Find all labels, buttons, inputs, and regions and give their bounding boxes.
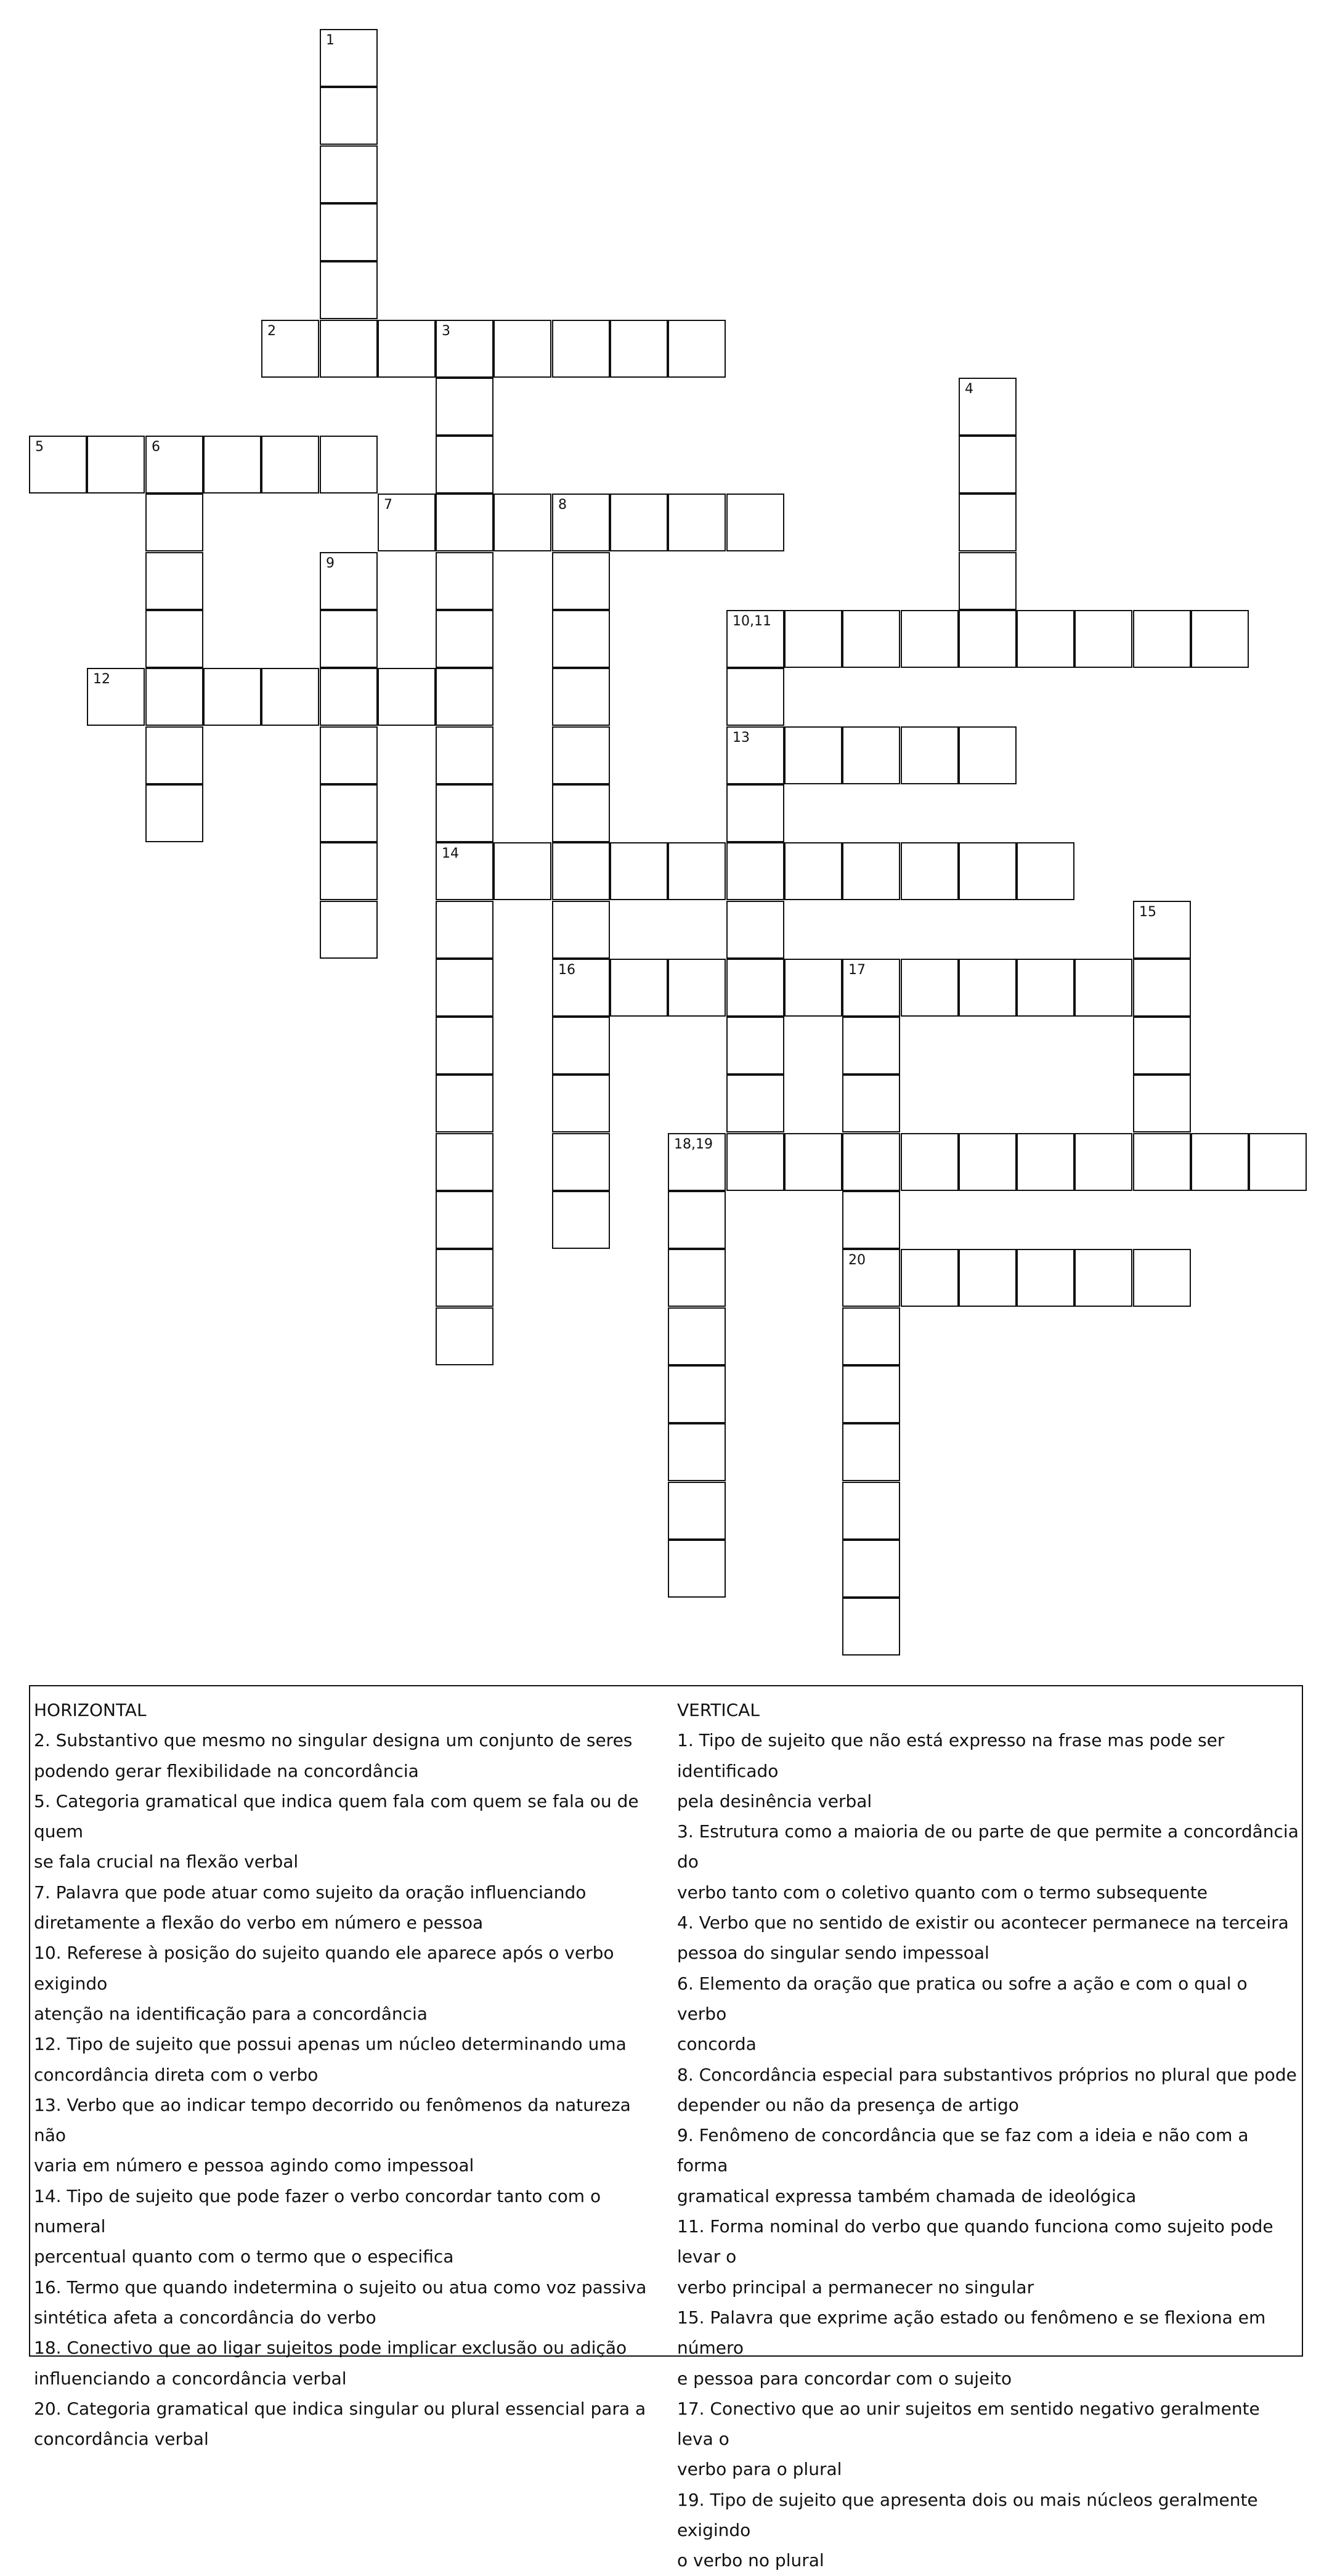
crossword-cell[interactable] bbox=[668, 1365, 726, 1423]
crossword-cell[interactable] bbox=[1191, 610, 1249, 668]
crossword-cell[interactable] bbox=[842, 1423, 900, 1481]
crossword-cell[interactable] bbox=[436, 1133, 493, 1191]
clue-number: 2 bbox=[267, 323, 276, 339]
crossword-cell[interactable] bbox=[842, 959, 900, 1017]
clue-number: 16 bbox=[558, 962, 575, 978]
crossword-cell[interactable] bbox=[320, 784, 378, 842]
crossword-cell[interactable] bbox=[320, 726, 378, 784]
vertical-clue-line: pessoa do singular sendo impessoal bbox=[677, 1943, 989, 1964]
horizontal-clue-line: 2. Substantivo que mesmo no singular designa um conjunto de seres bbox=[34, 1730, 633, 1751]
crossword-cell[interactable] bbox=[261, 320, 319, 378]
crossword-cell[interactable] bbox=[668, 1482, 726, 1540]
crossword-cell[interactable] bbox=[552, 1075, 610, 1132]
crossword-cell[interactable] bbox=[1074, 959, 1132, 1017]
clue-number: 20 bbox=[848, 1253, 866, 1268]
crossword-cell[interactable] bbox=[901, 1133, 959, 1191]
horizontal-clue-line: 18. Conectivo que ao ligar sujeitos pode implicar exclusão ou adição bbox=[34, 2338, 627, 2359]
clue-number: 3 bbox=[442, 323, 450, 339]
crossword-cell[interactable] bbox=[959, 959, 1017, 1017]
crossword-cell[interactable] bbox=[842, 842, 900, 900]
crossword-cell[interactable] bbox=[726, 668, 784, 726]
crossword-cell[interactable] bbox=[784, 1133, 842, 1191]
clue-number: 9 bbox=[326, 556, 335, 571]
crossword-cell[interactable] bbox=[726, 1133, 784, 1191]
crossword-cell[interactable] bbox=[436, 494, 493, 551]
crossword-cell[interactable] bbox=[493, 320, 551, 378]
vertical-clue-line: 1. Tipo de sujeito que não está expresso na frase mas pode ser identificado bbox=[677, 1730, 1225, 1781]
crossword-cell[interactable] bbox=[1017, 959, 1074, 1017]
crossword-cell[interactable] bbox=[320, 668, 378, 726]
vertical-clue-line: 4. Verbo que no sentido de existir ou acontecer permanece na terceira bbox=[677, 1912, 1289, 1933]
crossword-cell[interactable] bbox=[552, 494, 610, 551]
crossword-cell[interactable] bbox=[436, 901, 493, 959]
crossword-cell[interactable] bbox=[436, 378, 493, 436]
crossword-cell[interactable] bbox=[610, 842, 668, 900]
vertical-clue-line: e pessoa para concordar com o sujeito bbox=[677, 2368, 1012, 2389]
crossword-cell[interactable] bbox=[145, 436, 203, 494]
crossword-cell[interactable] bbox=[668, 1423, 726, 1481]
crossword-cell[interactable] bbox=[959, 378, 1017, 436]
crossword-cell[interactable] bbox=[842, 610, 900, 668]
crossword-cell[interactable] bbox=[145, 552, 203, 610]
crossword-cell[interactable] bbox=[552, 842, 610, 900]
vertical-clue-line: 9. Fenômeno de concordância que se faz com a ideia e não com a forma bbox=[677, 2125, 1249, 2176]
crossword-cell[interactable] bbox=[320, 552, 378, 610]
crossword-cell[interactable] bbox=[493, 842, 551, 900]
crossword-cell[interactable] bbox=[203, 668, 261, 726]
crossword-cell[interactable] bbox=[436, 320, 493, 378]
crossword-cell[interactable] bbox=[320, 87, 378, 145]
crossword-cell[interactable] bbox=[726, 1017, 784, 1075]
crossword-cell[interactable] bbox=[436, 1191, 493, 1249]
crossword-cell[interactable] bbox=[1133, 610, 1191, 668]
crossword-cell[interactable] bbox=[668, 1133, 726, 1191]
crossword-cell[interactable] bbox=[552, 784, 610, 842]
clue-number: 14 bbox=[442, 846, 459, 861]
crossword-cell[interactable] bbox=[320, 29, 378, 87]
crossword-cell[interactable] bbox=[1133, 901, 1191, 959]
crossword-cell[interactable] bbox=[842, 1307, 900, 1365]
crossword-cell[interactable] bbox=[436, 610, 493, 668]
crossword-cell[interactable] bbox=[436, 668, 493, 726]
vertical-clue-line: o verbo no plural bbox=[677, 2550, 824, 2571]
crossword-cell[interactable] bbox=[1133, 1133, 1191, 1191]
horizontal-clue-line: podendo gerar flexibilidade na concordância bbox=[34, 1760, 419, 1781]
clue-number: 18,19 bbox=[674, 1137, 713, 1152]
vertical-clue-line: pela desinência verbal bbox=[677, 1790, 872, 1811]
vertical-clue-line: 3. Estrutura como a maioria de ou parte de que permite a concordância do bbox=[677, 1821, 1299, 1872]
crossword-cell[interactable] bbox=[1249, 1133, 1307, 1191]
crossword-cell[interactable] bbox=[1133, 1017, 1191, 1075]
crossword-cell[interactable] bbox=[668, 1191, 726, 1249]
vertical-clue-line: 8. Concordância especial para substantivos próprios no plural que pode bbox=[677, 2064, 1297, 2085]
clues-box bbox=[29, 1685, 1303, 2571]
crossword-cell[interactable] bbox=[842, 1191, 900, 1249]
crossword-cell[interactable] bbox=[959, 726, 1017, 784]
crossword-cell[interactable] bbox=[959, 610, 1017, 668]
clue-number: 1 bbox=[326, 33, 335, 48]
crossword-cell[interactable] bbox=[726, 784, 784, 842]
crossword-cell[interactable] bbox=[493, 494, 551, 551]
vertical-title: VERTICAL bbox=[677, 1700, 760, 1720]
crossword-cell[interactable] bbox=[959, 494, 1017, 551]
crossword-cell[interactable] bbox=[145, 494, 203, 551]
clue-number: 13 bbox=[733, 730, 750, 746]
horizontal-clue-line: atenção na identificação para a concordância bbox=[34, 2003, 428, 2024]
crossword-cell[interactable] bbox=[436, 959, 493, 1017]
horizontal-clue-line: 5. Categoria gramatical que indica quem fala com quem se fala ou de quem bbox=[34, 1790, 639, 1842]
crossword-cell[interactable] bbox=[552, 1017, 610, 1075]
crossword-cell[interactable] bbox=[145, 610, 203, 668]
crossword-cell[interactable] bbox=[959, 1249, 1017, 1307]
clue-number: 4 bbox=[965, 381, 973, 397]
crossword-cell[interactable] bbox=[320, 842, 378, 900]
crossword-cell[interactable] bbox=[901, 959, 959, 1017]
clue-number: 7 bbox=[384, 497, 392, 513]
crossword-cell[interactable] bbox=[1133, 1249, 1191, 1307]
crossword-cell[interactable] bbox=[784, 959, 842, 1017]
horizontal-clue-line: 7. Palavra que pode atuar como sujeito da oração influenciando bbox=[34, 1882, 587, 1903]
crossword-cell[interactable] bbox=[842, 1482, 900, 1540]
crossword-cell[interactable] bbox=[552, 726, 610, 784]
vertical-clue-line: verbo principal a permanecer no singular bbox=[677, 2277, 1034, 2298]
crossword-cell[interactable] bbox=[1074, 1249, 1132, 1307]
crossword-cell[interactable] bbox=[320, 261, 378, 319]
crossword-cell[interactable] bbox=[320, 145, 378, 203]
crossword-cell[interactable] bbox=[842, 1133, 900, 1191]
clue-number: 15 bbox=[1139, 904, 1156, 920]
crossword-cell[interactable] bbox=[436, 842, 493, 900]
crossword-cell[interactable] bbox=[784, 610, 842, 668]
crossword-cell[interactable] bbox=[320, 436, 378, 494]
horizontal-clue-line: 16. Termo que quando indetermina o sujeito ou atua como voz passiva bbox=[34, 2277, 647, 2298]
crossword-cell[interactable] bbox=[726, 959, 784, 1017]
crossword-cell[interactable] bbox=[668, 320, 726, 378]
crossword-cell[interactable] bbox=[436, 726, 493, 784]
clue-number: 5 bbox=[35, 439, 44, 455]
horizontal-clue-line: 14. Tipo de sujeito que pode fazer o verbo concordar tanto com o numeral bbox=[34, 2185, 601, 2237]
crossword-cell[interactable] bbox=[842, 726, 900, 784]
crossword-cell[interactable] bbox=[436, 552, 493, 610]
crossword-cell[interactable] bbox=[1017, 1249, 1074, 1307]
crossword-cell[interactable] bbox=[29, 436, 87, 494]
crossword-cell[interactable] bbox=[145, 726, 203, 784]
crossword-cell[interactable] bbox=[145, 668, 203, 726]
vertical-clue-line: verbo tanto com o coletivo quanto com o termo subsequente bbox=[677, 1882, 1208, 1903]
vertical-clue-line: 19. Tipo de sujeito que apresenta dois ou mais núcleos geralmente exigindo bbox=[677, 2489, 1258, 2541]
crossword-cell[interactable] bbox=[901, 726, 959, 784]
crossword-cell[interactable] bbox=[436, 1249, 493, 1307]
horizontal-clue-line: 13. Verbo que ao indicar tempo decorrido ou fenômenos da natureza não bbox=[34, 2094, 631, 2146]
crossword-cell[interactable] bbox=[436, 784, 493, 842]
crossword-cell[interactable] bbox=[726, 901, 784, 959]
crossword-cell[interactable] bbox=[668, 842, 726, 900]
horizontal-clue-line: diretamente a flexão do verbo em número e pessoa bbox=[34, 1912, 484, 1933]
vertical-clue-line: 17. Conectivo que ao unir sujeitos em sentido negativo geralmente leva o bbox=[677, 2398, 1260, 2450]
crossword-cell[interactable] bbox=[610, 959, 668, 1017]
crossword-cell[interactable] bbox=[378, 320, 436, 378]
horizontal-clue-line: influenciando a concordância verbal bbox=[34, 2368, 347, 2389]
crossword-cell[interactable] bbox=[552, 959, 610, 1017]
crossword-cell[interactable] bbox=[1133, 959, 1191, 1017]
horizontal-clues bbox=[34, 1695, 662, 2454]
vertical-clue-line: 15. Palavra que exprime ação estado ou fenômeno e se flexiona em número bbox=[677, 2307, 1266, 2359]
crossword-cell[interactable] bbox=[726, 726, 784, 784]
crossword-cell[interactable] bbox=[901, 1249, 959, 1307]
crossword-cell[interactable] bbox=[1133, 1075, 1191, 1132]
crossword-cell[interactable] bbox=[842, 1249, 900, 1307]
crossword-cell[interactable] bbox=[436, 1017, 493, 1075]
vertical-clue-line: depender ou não da presença de artigo bbox=[677, 2094, 1019, 2115]
crossword-cell[interactable] bbox=[552, 1133, 610, 1191]
crossword-cell[interactable] bbox=[959, 1133, 1017, 1191]
crossword-cell[interactable] bbox=[1074, 610, 1132, 668]
crossword-cell[interactable] bbox=[436, 1307, 493, 1365]
horizontal-clue-line: concordância verbal bbox=[34, 2429, 209, 2450]
crossword-cell[interactable] bbox=[436, 1075, 493, 1132]
crossword-cell[interactable] bbox=[1017, 1133, 1074, 1191]
vertical-clue-line: 11. Forma nominal do verbo que quando funciona como sujeito pode levar o bbox=[677, 2216, 1273, 2267]
crossword-cell[interactable] bbox=[378, 494, 436, 551]
horizontal-clue-line: varia em número e pessoa agindo como impessoal bbox=[34, 2155, 474, 2176]
crossword-cell[interactable] bbox=[320, 320, 378, 378]
crossword-cell[interactable] bbox=[668, 1249, 726, 1307]
horizontal-title: HORIZONTAL bbox=[34, 1700, 147, 1720]
clue-number: 10,11 bbox=[733, 614, 771, 629]
crossword-cell[interactable] bbox=[668, 494, 726, 551]
crossword-cell[interactable] bbox=[87, 668, 145, 726]
crossword-cell[interactable] bbox=[552, 552, 610, 610]
crossword-cell[interactable] bbox=[1017, 610, 1074, 668]
crossword-cell[interactable] bbox=[842, 1075, 900, 1132]
crossword-cell[interactable] bbox=[610, 320, 668, 378]
crossword-cell[interactable] bbox=[668, 959, 726, 1017]
crossword-cell[interactable] bbox=[552, 610, 610, 668]
horizontal-clue-line: percentual quanto com o termo que o especifica bbox=[34, 2246, 454, 2267]
crossword-cell[interactable] bbox=[552, 1191, 610, 1249]
horizontal-clue-line: 10. Referese à posição do sujeito quando ele aparece após o verbo exigindo bbox=[34, 1943, 614, 1994]
crossword-cell[interactable] bbox=[959, 552, 1017, 610]
crossword-cell[interactable] bbox=[320, 203, 378, 261]
crossword-cell[interactable] bbox=[610, 494, 668, 551]
crossword-cell[interactable] bbox=[1074, 1133, 1132, 1191]
crossword-cell[interactable] bbox=[726, 1075, 784, 1132]
crossword-cell[interactable] bbox=[842, 1365, 900, 1423]
crossword-cell[interactable] bbox=[552, 668, 610, 726]
crossword-cell[interactable] bbox=[668, 1540, 726, 1598]
crossword-cell[interactable] bbox=[261, 436, 319, 494]
crossword-cell[interactable] bbox=[320, 610, 378, 668]
clue-number: 6 bbox=[152, 439, 160, 455]
crossword-cell[interactable] bbox=[203, 436, 261, 494]
horizontal-clue-line: 12. Tipo de sujeito que possui apenas um núcleo determinando uma bbox=[34, 2034, 627, 2055]
crossword-cell[interactable] bbox=[726, 494, 784, 551]
horizontal-clue-line: 20. Categoria gramatical que indica singular ou plural essencial para a bbox=[34, 2398, 646, 2419]
vertical-clue-line: gramatical expressa também chamada de ideológica bbox=[677, 2185, 1137, 2206]
crossword-cell[interactable] bbox=[552, 320, 610, 378]
horizontal-clue-line: concordância direta com o verbo bbox=[34, 2064, 319, 2085]
crossword-cell[interactable] bbox=[901, 610, 959, 668]
clue-number: 8 bbox=[558, 497, 567, 513]
vertical-clue-line: 6. Elemento da oração que pratica ou sofre a ação e com o qual o verbo bbox=[677, 1973, 1248, 2024]
crossword-cell[interactable] bbox=[842, 1017, 900, 1075]
crossword-cell[interactable] bbox=[901, 842, 959, 900]
crossword-cell[interactable] bbox=[726, 842, 784, 900]
clue-number: 12 bbox=[93, 672, 110, 687]
crossword-cell[interactable] bbox=[145, 784, 203, 842]
crossword-cell[interactable] bbox=[87, 436, 145, 494]
crossword-cell[interactable] bbox=[1017, 842, 1074, 900]
crossword-cell[interactable] bbox=[784, 842, 842, 900]
horizontal-clue-line: se fala crucial na flexão verbal bbox=[34, 1851, 299, 1872]
crossword-cell[interactable] bbox=[320, 901, 378, 959]
horizontal-clue-line: sintética afeta a concordância do verbo bbox=[34, 2307, 376, 2328]
vertical-clues bbox=[677, 1695, 1299, 2576]
crossword-cell[interactable] bbox=[436, 436, 493, 494]
crossword-cell[interactable] bbox=[1191, 1133, 1249, 1191]
crossword-cell[interactable] bbox=[726, 610, 784, 668]
crossword-cell[interactable] bbox=[552, 901, 610, 959]
crossword-cell[interactable] bbox=[842, 1598, 900, 1656]
crossword-cell[interactable] bbox=[959, 842, 1017, 900]
vertical-clue-line: concorda bbox=[677, 2034, 757, 2055]
crossword-cell[interactable] bbox=[959, 436, 1017, 494]
clue-number: 17 bbox=[848, 962, 866, 978]
crossword-cell[interactable] bbox=[668, 1307, 726, 1365]
crossword-cell[interactable] bbox=[378, 668, 436, 726]
vertical-clue-line: verbo para o plural bbox=[677, 2459, 842, 2480]
crossword-cell[interactable] bbox=[784, 726, 842, 784]
crossword-cell[interactable] bbox=[261, 668, 319, 726]
crossword-cell[interactable] bbox=[842, 1540, 900, 1598]
